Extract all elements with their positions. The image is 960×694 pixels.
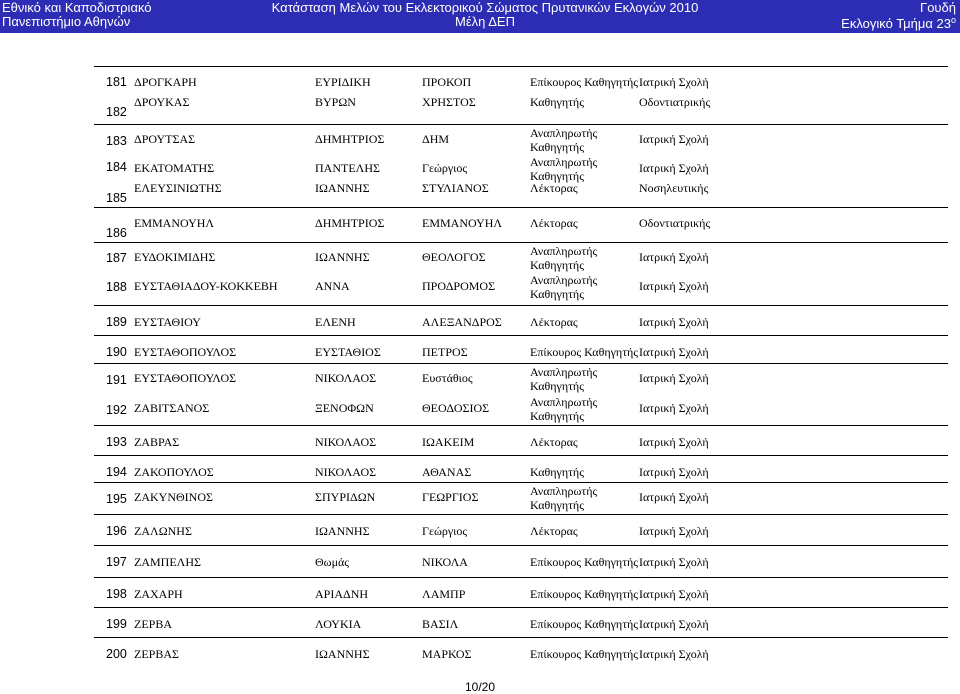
cell-first: ΔΗΜΗΤΡΙΟΣ xyxy=(315,216,385,230)
cell-school: Ιατρική Σχολή xyxy=(639,647,709,661)
table-row xyxy=(0,455,960,479)
table-row xyxy=(0,335,960,359)
cell-father: ΘΕΟΔΟΣΙΟΣ xyxy=(422,401,490,415)
row-divider xyxy=(94,242,948,243)
cell-first: ΛΟΥΚΙΑ xyxy=(315,617,362,631)
cell-num: 196 xyxy=(106,524,127,538)
cell-rank: Αναπληρωτής Καθηγητής xyxy=(530,126,598,154)
cell-father: ΒΑΣΙΛ xyxy=(422,617,459,631)
cell-father: ΓΕΩΡΓΙΟΣ xyxy=(422,490,479,504)
table-row xyxy=(0,363,960,393)
cell-rank: Αναπληρωτής Καθηγητής xyxy=(530,484,598,512)
cell-num: 190 xyxy=(106,345,127,359)
table-row xyxy=(0,577,960,601)
cell-last: ΔΡΟΓΚΑΡΗ xyxy=(134,75,197,89)
table-row xyxy=(0,207,960,240)
cell-school: Ιατρική Σχολή xyxy=(639,371,709,385)
cell-num: 193 xyxy=(106,435,127,449)
cell-school: Ιατρική Σχολή xyxy=(639,555,709,569)
cell-last: ΔΡΟΥΚΑΣ xyxy=(134,95,190,109)
cell-rank: Αναπληρωτής Καθηγητής xyxy=(530,273,598,301)
electoral-section xyxy=(841,16,956,32)
cell-num: 183 xyxy=(106,134,127,148)
cell-last: ΕΥΣΤΑΘΙΑΔΟΥ-ΚΟΚΚΕΒΗ xyxy=(134,279,278,293)
cell-father: Ευστάθιος xyxy=(422,371,473,385)
row-divider xyxy=(94,66,948,67)
cell-last: ΖΑΧΑΡΗ xyxy=(134,587,183,601)
cell-rank: Επίκουρος Καθηγητής xyxy=(530,75,639,89)
cell-first: ΠΑΝΤΕΛΗΣ xyxy=(315,161,381,175)
cell-last: ΕΥΔΟΚΙΜΙΔΗΣ xyxy=(134,250,216,264)
cell-school: Ιατρική Σχολή xyxy=(639,345,709,359)
cell-last: ΕΥΣΤΑΘΟΠΟΥΛΟΣ xyxy=(134,345,237,359)
cell-first: ΙΩΑΝΝΗΣ xyxy=(315,647,370,661)
cell-first: ΑΡΙΑΔΝΗ xyxy=(315,587,369,601)
cell-first: ΙΩΑΝΝΗΣ xyxy=(315,524,370,538)
cell-father: ΑΛΕΞΑΝΔΡΟΣ xyxy=(422,315,502,329)
cell-num: 186 xyxy=(106,226,127,240)
cell-last: ΕΥΣΤΑΘΙΟΥ xyxy=(134,315,201,329)
cell-first: ΞΕΝΟΦΩΝ xyxy=(315,401,374,415)
cell-school: Ιατρική Σχολή xyxy=(639,161,709,175)
cell-first: ΑΝΝΑ xyxy=(315,279,350,293)
cell-rank: Λέκτορας xyxy=(530,524,578,538)
cell-father: ΔΗΜ xyxy=(422,132,450,146)
cell-father: ΘΕΟΛΟΓΟΣ xyxy=(422,250,486,264)
cell-father: ΠΡΟΚΟΠ xyxy=(422,75,472,89)
cell-father: ΜΑΡΚΟΣ xyxy=(422,647,472,661)
cell-last: ΖΑΛΩΝΗΣ xyxy=(134,524,192,538)
cell-rank: Αναπληρωτής Καθηγητής xyxy=(530,395,598,423)
cell-school: Ιατρική Σχολή xyxy=(639,401,709,415)
cell-rank: Λέκτορας xyxy=(530,435,578,449)
cell-rank: Καθηγητής xyxy=(530,95,584,109)
cell-rank: Καθηγητής xyxy=(530,465,584,479)
cell-school: Ιατρική Σχολή xyxy=(639,250,709,264)
cell-rank: Επίκουρος Καθηγητής xyxy=(530,647,639,661)
cell-num: 191 xyxy=(106,373,127,387)
table-row xyxy=(0,637,960,661)
table-row xyxy=(0,545,960,569)
cell-first: ΕΥΡΙΔΙΚΗ xyxy=(315,75,371,89)
cell-first: ΕΛΕΝΗ xyxy=(315,315,356,329)
cell-num: 197 xyxy=(106,555,127,569)
electoral-section-ordinal: ο xyxy=(950,15,956,25)
row-divider xyxy=(94,514,948,515)
cell-school: Οδοντιατρικής xyxy=(639,95,711,109)
row-divider xyxy=(94,577,948,578)
page-number: 10/20 xyxy=(464,680,496,694)
university-name-line1: Εθνικό και Καποδιστριακό xyxy=(2,0,152,15)
row-divider xyxy=(94,335,948,336)
cell-last: ΔΡΟΥΤΣΑΣ xyxy=(134,132,196,146)
cell-last: ΖΑΚΥΝΘΙΝΟΣ xyxy=(134,490,213,504)
cell-first: ΙΩΑΝΝΗΣ xyxy=(315,250,370,264)
cell-first: ΣΠΥΡΙΔΩΝ xyxy=(315,490,376,504)
table-row xyxy=(0,124,960,154)
cell-num: 198 xyxy=(106,587,127,601)
table-row xyxy=(0,242,960,272)
cell-school: Ιατρική Σχολή xyxy=(639,617,709,631)
cell-num: 189 xyxy=(106,315,127,329)
cell-school: Ιατρική Σχολή xyxy=(639,465,709,479)
cell-last: ΖΑΒΡΑΣ xyxy=(134,435,180,449)
page-header xyxy=(0,0,960,33)
cell-school: Ιατρική Σχολή xyxy=(639,435,709,449)
cell-last: ΕΛΕΥΣΙΝΙΩΤΗΣ xyxy=(134,181,222,195)
table-row xyxy=(0,273,960,301)
cell-first: ΙΩΑΝΝΗΣ xyxy=(315,181,370,195)
table-row xyxy=(0,425,960,449)
cell-school: Ιατρική Σχολή xyxy=(639,75,709,89)
table-row xyxy=(0,514,960,538)
row-divider xyxy=(94,425,948,426)
cell-last: ΖΕΡΒΑΣ xyxy=(134,647,179,661)
table-row xyxy=(0,177,960,205)
cell-first: ΝΙΚΟΛΑΟΣ xyxy=(315,371,377,385)
location-name: Γουδή xyxy=(920,0,956,15)
cell-last: ΖΑΒΙΤΣΑΝΟΣ xyxy=(134,401,210,415)
document-title: Κατάσταση Μελών του Εκλεκτορικού Σώματος Πρυτανικών Εκλογών 2010 xyxy=(271,0,699,15)
cell-father: ΙΩΑΚΕΙΜ xyxy=(422,435,475,449)
document-subtitle: Μέλη ΔΕΠ xyxy=(455,14,515,29)
cell-first: ΕΥΣΤΑΘΙΟΣ xyxy=(315,345,381,359)
cell-num: 199 xyxy=(106,617,127,631)
row-divider xyxy=(94,305,948,306)
table-row xyxy=(0,607,960,631)
table-row xyxy=(0,482,960,512)
row-divider xyxy=(94,637,948,638)
cell-rank: Επίκουρος Καθηγητής xyxy=(530,345,639,359)
cell-father: ΕΜΜΑΝΟΥΗΛ xyxy=(422,216,503,230)
cell-num: 181 xyxy=(106,75,127,89)
cell-rank: Αναπληρωτής Καθηγητής xyxy=(530,365,598,393)
cell-first: ΝΙΚΟΛΑΟΣ xyxy=(315,435,377,449)
cell-father: ΠΡΟΔΡΟΜΟΣ xyxy=(422,279,496,293)
cell-rank: Επίκουρος Καθηγητής xyxy=(530,555,639,569)
cell-num: 185 xyxy=(106,191,127,205)
cell-father: ΧΡΗΣΤΟΣ xyxy=(422,95,476,109)
cell-num: 192 xyxy=(106,403,127,417)
table-row xyxy=(0,305,960,329)
electoral-section-label: Εκλογικό Τμήμα 23 xyxy=(841,16,951,31)
cell-school: Ιατρική Σχολή xyxy=(639,524,709,538)
cell-first: Θωμάς xyxy=(315,555,350,569)
cell-last: ΖΑΚΟΠΟΥΛΟΣ xyxy=(134,465,214,479)
cell-father: ΝΙΚΟΛΑ xyxy=(422,555,468,569)
cell-father: ΛΑΜΠΡ xyxy=(422,587,466,601)
cell-last: ΕΥΣΤΑΘΟΠΟΥΛΟΣ xyxy=(134,371,237,385)
row-divider xyxy=(94,482,948,483)
cell-school: Ιατρική Σχολή xyxy=(639,490,709,504)
cell-school: Ιατρική Σχολή xyxy=(639,279,709,293)
row-divider xyxy=(94,207,948,208)
cell-rank: Αναπληρωτής Καθηγητής xyxy=(530,244,598,272)
cell-father: Γεώργιος xyxy=(422,161,468,175)
cell-num: 195 xyxy=(106,492,127,506)
cell-father: Γεώργιος xyxy=(422,524,468,538)
cell-last: ΕΚΑΤΟΜΑΤΗΣ xyxy=(134,161,215,175)
cell-rank: Λέκτορας xyxy=(530,181,578,195)
cell-first: ΝΙΚΟΛΑΟΣ xyxy=(315,465,377,479)
cell-last: ΖΕΡΒΑ xyxy=(134,617,173,631)
cell-rank: Επίκουρος Καθηγητής xyxy=(530,587,639,601)
cell-num: 188 xyxy=(106,280,127,294)
cell-father: ΣΤΥΛΙΑΝΟΣ xyxy=(422,181,489,195)
row-divider xyxy=(94,607,948,608)
cell-school: Ιατρική Σχολή xyxy=(639,132,709,146)
cell-school: Νοσηλευτικής xyxy=(639,181,709,195)
cell-num: 200 xyxy=(106,647,127,661)
university-name-line2: Πανεπιστήμιο Αθηνών xyxy=(2,14,131,29)
cell-num: 182 xyxy=(106,105,127,119)
row-divider xyxy=(94,545,948,546)
cell-last: ΕΜΜΑΝΟΥΗΛ xyxy=(134,216,215,230)
table-row xyxy=(0,88,960,119)
cell-num: 184 xyxy=(106,160,127,174)
row-divider xyxy=(94,455,948,456)
cell-num: 194 xyxy=(106,465,127,479)
table-row xyxy=(0,155,960,183)
cell-school: Ιατρική Σχολή xyxy=(639,315,709,329)
cell-father: ΑΘΑΝΑΣ xyxy=(422,465,472,479)
cell-first: ΔΗΜΗΤΡΙΟΣ xyxy=(315,132,385,146)
cell-school: Οδοντιατρικής xyxy=(639,216,711,230)
cell-father: ΠΕΤΡΟΣ xyxy=(422,345,468,359)
cell-rank: Λέκτορας xyxy=(530,216,578,230)
cell-first: ΒΥΡΩΝ xyxy=(315,95,356,109)
table-row xyxy=(0,393,960,423)
row-divider xyxy=(94,363,948,364)
table-row xyxy=(0,66,960,89)
row-divider xyxy=(94,124,948,125)
cell-rank: Αναπληρωτής Καθηγητής xyxy=(530,155,598,183)
cell-rank: Επίκουρος Καθηγητής xyxy=(530,617,639,631)
cell-school: Ιατρική Σχολή xyxy=(639,587,709,601)
cell-rank: Λέκτορας xyxy=(530,315,578,329)
cell-last: ΖΑΜΠΕΛΗΣ xyxy=(134,555,202,569)
cell-num: 187 xyxy=(106,251,127,265)
